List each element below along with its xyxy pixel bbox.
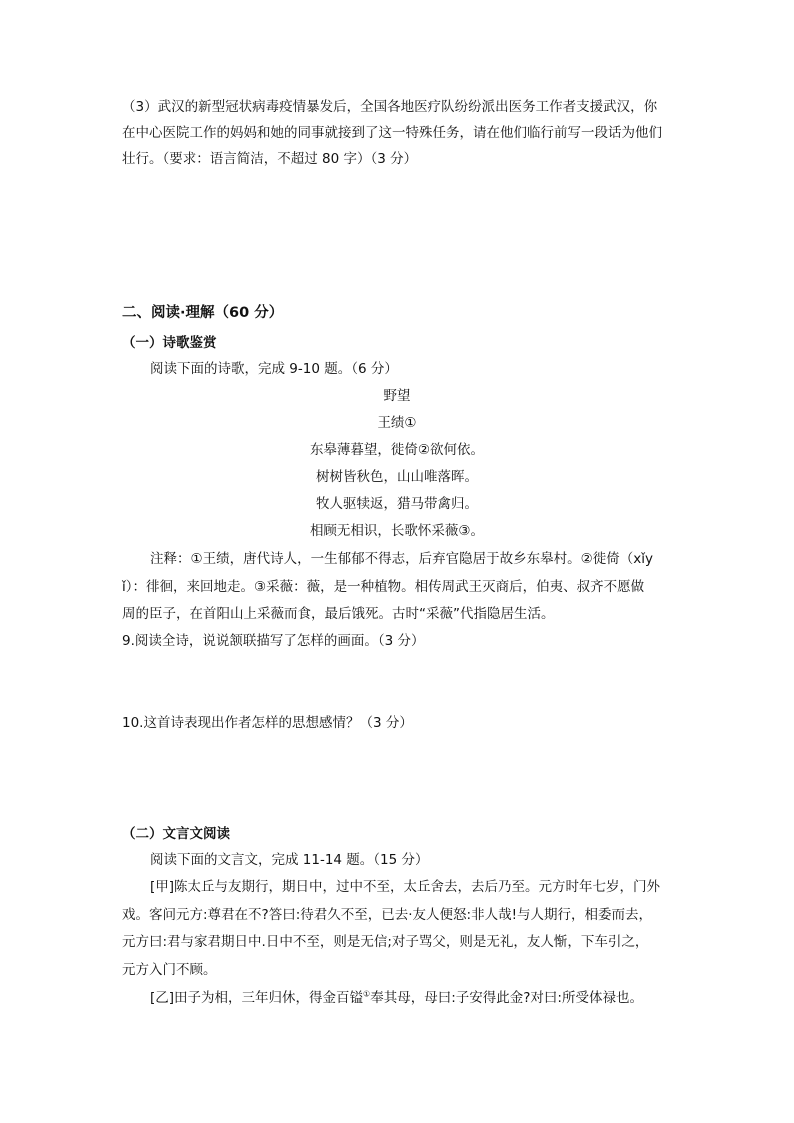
poem-author: 王绩①: [377, 415, 417, 431]
poetry-heading: （一）诗歌鉴赏: [122, 335, 217, 351]
poem-line-3: 牧人驱犊返，猎马带禽归。: [316, 496, 478, 512]
poem-note-line-1: 注释：①王绩，唐代诗人，一生郁郁不得志，后弃官隐居于故乡东皋村。②徙倚（xǐy: [150, 551, 653, 567]
passage-yi-line-1: [150, 989, 643, 1007]
poem-note-line-2: ǐ）：徘徊，来回地走。③采薇：薇，是一种植物。相传周武王灭商后，伯夷、叔齐不愿做: [122, 579, 645, 595]
q3-line-3: 壮行。（要求：语言简洁，不超过 80 字）（3 分）: [122, 151, 418, 167]
passage-jia-line-4: 元方入门不顾。: [122, 962, 217, 978]
poem-line-4: 相顾无相识，长歌怀采薇③。: [309, 523, 485, 539]
poem-title: 野望: [383, 388, 411, 404]
section-2-title: 二、阅读·理解（60 分）: [122, 305, 284, 321]
question-10: 10.这首诗表现出作者怎样的思想感情？（3 分）: [122, 715, 413, 731]
classical-heading: （二）文言文阅读: [122, 826, 230, 842]
passage-jia-line-1: [甲]陈太丘与友期行，期日中，过中不至，太丘舍去，去后乃至。元方时年七岁，门外: [150, 879, 661, 895]
passage-jia-line-3: 元方曰:君与家君期日中.日中不至，则是无信;对子骂父，则是无礼，友人惭，下车引之，: [122, 934, 649, 950]
poem-note-line-3: 周的臣子，在首阳山上采薇而食，最后饿死。古时“采薇”代指隐居生活。: [122, 606, 555, 622]
footnote-marker: ①: [363, 989, 371, 999]
passage-jia-line-2: 戏。客问元方:尊君在不?答曰:待君久不至，已去·友人便怒:非人哉!与人期行，相委而去，: [122, 907, 653, 923]
passage-yi-part-2: 奉其母，母曰:子安得此金?对曰:所受体禄也。: [370, 990, 643, 1006]
q3-line-2: 在中心医院工作的妈妈和她的同事就接到了这一特殊任务，请在他们临行前写一段话为他们: [122, 125, 662, 141]
passage-yi-part-1: [乙]田子为相，三年归休，得金百镒: [150, 990, 364, 1006]
classical-intro: 阅读下面的文言文，完成 11-14 题。（15 分）: [150, 852, 429, 868]
poem-line-2: 树树皆秋色，山山唯落晖。: [316, 469, 478, 485]
poem-line-1: 东皋薄暮望，徙倚②欲何依。: [309, 442, 485, 458]
q3-line-1: （3）武汉的新型冠状病毒疫情暴发后，全国各地医疗队纷纷派出医务工作者支援武汉，你: [122, 99, 658, 115]
poetry-intro: 阅读下面的诗歌，完成 9-10 题。（6 分）: [150, 361, 398, 377]
question-9: 9.阅读全诗，说说颔联描写了怎样的画面。（3 分）: [122, 633, 425, 649]
